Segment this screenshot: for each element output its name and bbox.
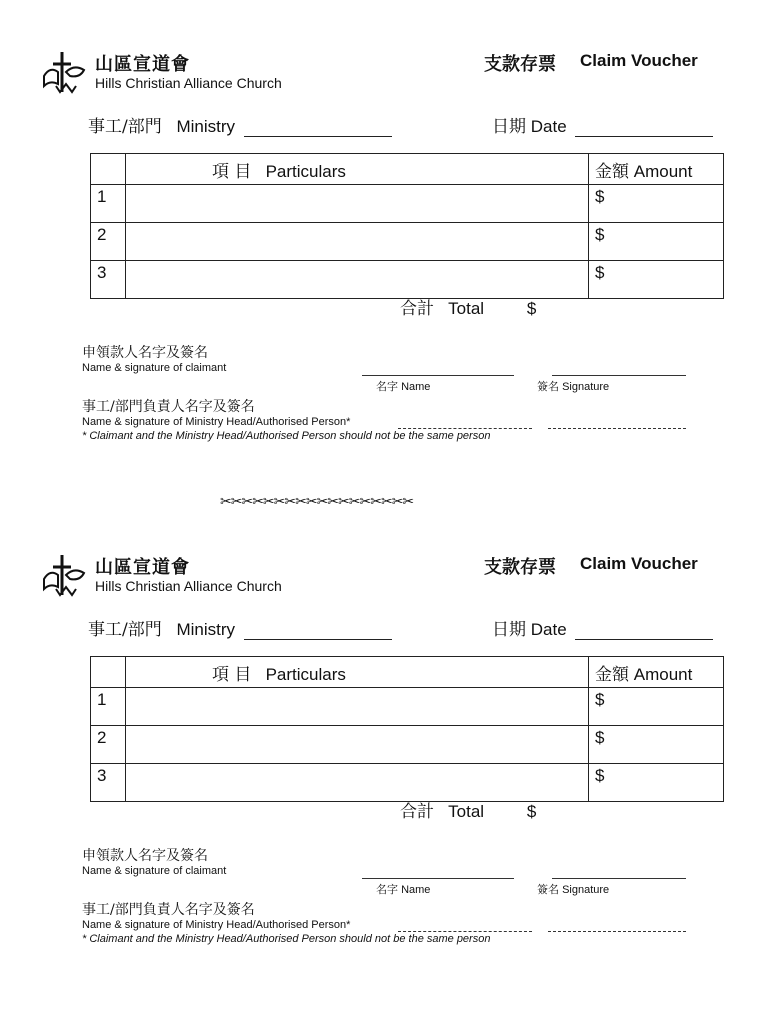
date-label-en: Date — [530, 117, 567, 136]
total-label-cn: 合計 — [400, 802, 434, 822]
particulars-table — [90, 656, 724, 802]
particulars-header-en: Particulars — [265, 664, 346, 684]
name-caption-cn: 名字 — [376, 883, 398, 896]
claimant-signature-line[interactable] — [552, 374, 686, 376]
amount-header-cn: 金額 — [595, 664, 629, 685]
ministry-input-line[interactable] — [244, 623, 392, 640]
particulars-cell[interactable] — [126, 185, 589, 223]
row-number: 3 — [91, 764, 126, 802]
claimant-signature-caption — [537, 881, 609, 897]
head-signature-line[interactable] — [548, 427, 686, 429]
same-person-note: * Claimant and the Ministry Head/Authorised Person should not be the same person — [82, 430, 491, 442]
row-number: 1 — [91, 688, 126, 726]
row-number: 1 — [91, 185, 126, 223]
claim-voucher-bottom — [0, 553, 770, 1013]
particulars-header — [126, 154, 589, 185]
particulars-header-cn: 項 目 — [212, 664, 252, 685]
total-label-cn: 合計 — [400, 299, 434, 319]
signature-caption-cn: 簽名 — [537, 883, 559, 896]
church-logo-icon — [40, 553, 88, 601]
head-label-cn: 事工/部門負責人名字及簽名 — [82, 902, 255, 918]
amount-cell[interactable]: $ — [589, 726, 724, 764]
head-name-line[interactable] — [398, 930, 532, 932]
ministry-label-cn: 事工/部門 — [88, 620, 162, 640]
amount-cell[interactable]: $ — [589, 764, 724, 802]
particulars-header — [126, 657, 589, 688]
amount-header-cn: 金額 — [595, 161, 629, 182]
amount-header-en: Amount — [633, 664, 693, 684]
particulars-cell[interactable] — [126, 223, 589, 261]
signature-caption-en: Signature — [562, 381, 610, 393]
amount-header-en: Amount — [633, 161, 693, 181]
total-field — [400, 294, 536, 319]
church-name-english: Hills Christian Alliance Church — [95, 578, 282, 594]
particulars-cell[interactable] — [126, 764, 589, 802]
table-row — [91, 726, 724, 764]
ministry-input-line[interactable] — [244, 120, 392, 137]
row-number: 2 — [91, 726, 126, 764]
amount-cell[interactable]: $ — [589, 185, 724, 223]
claimant-label-cn: 申領款人名字及簽名 — [82, 848, 208, 864]
voucher-title-english: Claim Voucher — [580, 554, 698, 573]
signature-caption-cn: 簽名 — [537, 380, 559, 393]
claimant-label-en: Name & signature of claimant — [82, 865, 227, 877]
particulars-header-en: Particulars — [265, 161, 346, 181]
voucher-title-english: Claim Voucher — [580, 51, 698, 70]
date-label-en: Date — [530, 620, 567, 639]
date-input-line[interactable] — [575, 623, 713, 640]
claimant-name-caption — [376, 378, 430, 394]
claimant-name-caption — [376, 881, 430, 897]
row-number: 3 — [91, 261, 126, 299]
church-name-chinese: 山區宣道會 — [95, 54, 190, 75]
ministry-label-cn: 事工/部門 — [88, 117, 162, 137]
claim-voucher-top — [0, 50, 770, 510]
signature-caption-en: Signature — [562, 884, 610, 896]
total-currency: $ — [526, 802, 537, 821]
ministry-label-en: Ministry — [176, 117, 236, 136]
total-field — [400, 797, 536, 822]
amount-header — [589, 657, 724, 688]
table-row — [91, 261, 724, 299]
total-label-en: Total — [448, 802, 485, 821]
church-name-english: Hills Christian Alliance Church — [95, 75, 282, 91]
name-caption-en: Name — [401, 884, 431, 896]
total-label-en: Total — [448, 299, 485, 318]
church-logo-icon — [40, 50, 88, 98]
ministry-field[interactable] — [88, 615, 392, 640]
row-number: 2 — [91, 223, 126, 261]
claimant-name-line[interactable] — [362, 374, 514, 376]
name-caption-cn: 名字 — [376, 380, 398, 393]
claimant-signature-line[interactable] — [552, 877, 686, 879]
particulars-cell[interactable] — [126, 726, 589, 764]
date-field[interactable] — [492, 615, 713, 640]
table-row — [91, 764, 724, 802]
claimant-signature-block — [82, 845, 226, 877]
table-row — [91, 185, 724, 223]
voucher-title-chinese: 支款存票 — [484, 557, 556, 578]
amount-cell[interactable]: $ — [589, 688, 724, 726]
head-name-line[interactable] — [398, 427, 532, 429]
table-header-row — [91, 154, 724, 185]
date-field[interactable] — [492, 112, 713, 137]
row-number-header — [91, 657, 126, 688]
head-label-en: Name & signature of Ministry Head/Authorised Person* — [82, 416, 351, 428]
amount-header — [589, 154, 724, 185]
head-signature-block — [82, 396, 350, 428]
total-currency: $ — [526, 299, 537, 318]
amount-cell[interactable]: $ — [589, 223, 724, 261]
date-label-cn: 日期 — [492, 117, 526, 137]
cut-line-scissors-icon: ✂✂✂✂✂✂✂✂✂✂✂✂✂✂✂✂✂✂ — [220, 493, 414, 509]
church-name-chinese: 山區宣道會 — [95, 557, 190, 578]
head-signature-line[interactable] — [548, 930, 686, 932]
claimant-signature-caption — [537, 378, 609, 394]
table-row — [91, 223, 724, 261]
particulars-table — [90, 153, 724, 299]
head-label-en: Name & signature of Ministry Head/Authorised Person* — [82, 919, 351, 931]
date-input-line[interactable] — [575, 120, 713, 137]
amount-cell[interactable]: $ — [589, 261, 724, 299]
particulars-cell[interactable] — [126, 261, 589, 299]
ministry-field[interactable] — [88, 112, 392, 137]
claimant-label-cn: 申領款人名字及簽名 — [82, 345, 208, 361]
claimant-name-line[interactable] — [362, 877, 514, 879]
claimant-signature-block — [82, 342, 226, 374]
claimant-label-en: Name & signature of claimant — [82, 362, 227, 374]
same-person-note: * Claimant and the Ministry Head/Authorised Person should not be the same person — [82, 933, 491, 945]
head-signature-block — [82, 899, 350, 931]
row-number-header — [91, 154, 126, 185]
head-label-cn: 事工/部門負責人名字及簽名 — [82, 399, 255, 415]
particulars-header-cn: 項 目 — [212, 161, 252, 182]
table-row — [91, 688, 724, 726]
voucher-title-chinese: 支款存票 — [484, 54, 556, 75]
date-label-cn: 日期 — [492, 620, 526, 640]
particulars-cell[interactable] — [126, 688, 589, 726]
name-caption-en: Name — [401, 381, 431, 393]
ministry-label-en: Ministry — [176, 620, 236, 639]
table-header-row — [91, 657, 724, 688]
